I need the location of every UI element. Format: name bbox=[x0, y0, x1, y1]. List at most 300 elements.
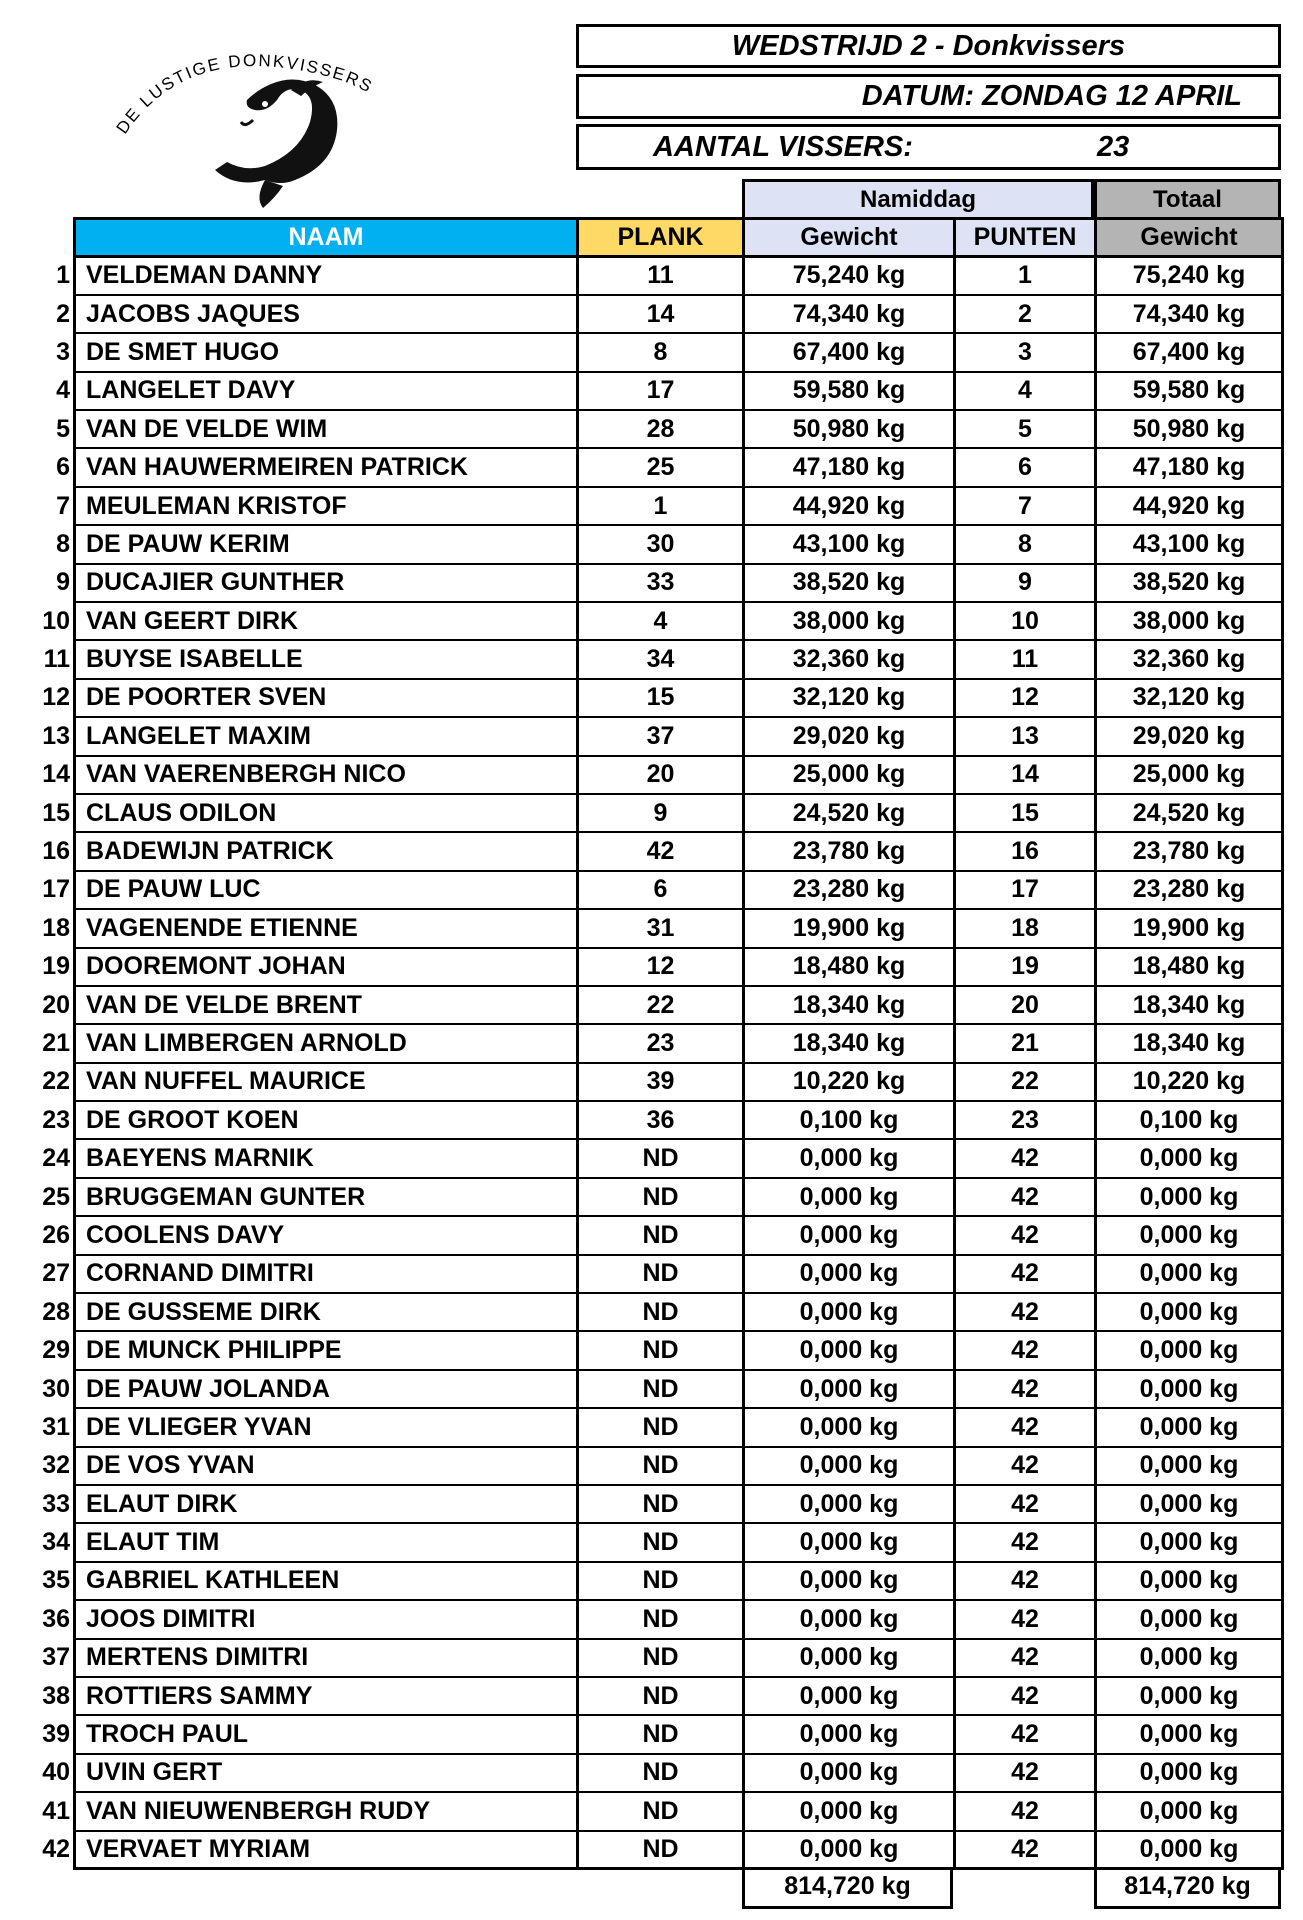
cell-plank: 25 bbox=[578, 448, 744, 486]
cell-position: 24 bbox=[42, 1144, 70, 1173]
cell-position: 19 bbox=[42, 952, 70, 981]
cell-punten: 42 bbox=[955, 1831, 1096, 1869]
column-header-naam: NAAM bbox=[75, 219, 578, 257]
table-row bbox=[75, 257, 1283, 295]
cell-position: 39 bbox=[42, 1720, 70, 1749]
cell-naam-text: JACOBS JAQUES bbox=[86, 299, 300, 328]
cell-position: 38 bbox=[42, 1681, 70, 1710]
cell-position: 3 bbox=[56, 337, 70, 366]
cell-totaal-gewicht: 0,000 kg bbox=[1096, 1523, 1283, 1561]
cell-gewicht: 59,580 kg bbox=[744, 372, 955, 410]
cell-gewicht: 18,340 kg bbox=[744, 986, 955, 1024]
cell-plank: ND bbox=[578, 1562, 744, 1600]
cell-gewicht: 44,920 kg bbox=[744, 487, 955, 525]
cell-naam-text: UVIN GERT bbox=[86, 1758, 223, 1787]
cell-punten: 42 bbox=[955, 1293, 1096, 1331]
cell-punten: 13 bbox=[955, 717, 1096, 755]
cell-naam bbox=[42, 1792, 578, 1830]
cell-position: 37 bbox=[42, 1643, 70, 1672]
cell-plank: 34 bbox=[578, 640, 744, 678]
table-row bbox=[75, 948, 1283, 986]
cell-naam bbox=[42, 948, 578, 986]
cell-punten: 23 bbox=[955, 1101, 1096, 1139]
cell-naam-text: VAN DE VELDE BRENT bbox=[86, 990, 362, 1019]
cell-naam-text: DE PAUW KERIM bbox=[86, 529, 290, 558]
cell-naam bbox=[42, 602, 578, 640]
cell-gewicht: 0,000 kg bbox=[744, 1562, 955, 1600]
cell-punten: 5 bbox=[955, 410, 1096, 448]
cell-position: 40 bbox=[42, 1758, 70, 1787]
table-row bbox=[75, 909, 1283, 947]
cell-naam-text: VELDEMAN DANNY bbox=[86, 261, 323, 290]
cell-totaal-gewicht: 18,480 kg bbox=[1096, 948, 1283, 986]
table-header-row bbox=[75, 219, 1283, 257]
table-row bbox=[75, 1024, 1283, 1062]
cell-naam bbox=[42, 717, 578, 755]
cell-punten: 42 bbox=[955, 1370, 1096, 1408]
cell-plank: 6 bbox=[578, 871, 744, 909]
cell-gewicht: 19,900 kg bbox=[744, 909, 955, 947]
cell-naam bbox=[42, 1101, 578, 1139]
table-row bbox=[75, 1101, 1283, 1139]
cell-gewicht: 0,000 kg bbox=[744, 1754, 955, 1792]
cell-position: 9 bbox=[56, 568, 70, 597]
cell-naam-text: BAEYENS MARNIK bbox=[86, 1144, 314, 1173]
cell-gewicht: 74,340 kg bbox=[744, 295, 955, 333]
cell-naam bbox=[42, 1677, 578, 1715]
cell-totaal-gewicht: 32,360 kg bbox=[1096, 640, 1283, 678]
cell-position: 15 bbox=[42, 798, 70, 827]
cell-gewicht: 75,240 kg bbox=[744, 257, 955, 295]
cell-naam bbox=[42, 1255, 578, 1293]
cell-gewicht: 0,000 kg bbox=[744, 1715, 955, 1753]
cell-naam bbox=[56, 257, 578, 295]
cell-punten: 18 bbox=[955, 909, 1096, 947]
table-row bbox=[75, 1831, 1283, 1869]
cell-totaal-gewicht: 0,100 kg bbox=[1096, 1101, 1283, 1139]
cell-position: 12 bbox=[42, 683, 70, 712]
cell-plank: 14 bbox=[578, 295, 744, 333]
cell-totaal-gewicht: 10,220 kg bbox=[1096, 1063, 1283, 1101]
logo-text: DE LUSTIGE DONKVISSERS bbox=[112, 50, 377, 138]
table-row bbox=[75, 487, 1283, 525]
table-row bbox=[75, 333, 1283, 371]
cell-position: 16 bbox=[42, 837, 70, 866]
cell-totaal-gewicht: 18,340 kg bbox=[1096, 986, 1283, 1024]
table-row bbox=[75, 410, 1283, 448]
cell-totaal-gewicht: 0,000 kg bbox=[1096, 1715, 1283, 1753]
cell-naam-text: DE SMET HUGO bbox=[86, 337, 280, 366]
cell-totaal-gewicht: 0,000 kg bbox=[1096, 1447, 1283, 1485]
cell-punten: 4 bbox=[955, 372, 1096, 410]
cell-totaal-gewicht: 43,100 kg bbox=[1096, 525, 1283, 563]
cell-gewicht: 25,000 kg bbox=[744, 756, 955, 794]
cell-position: 17 bbox=[42, 875, 70, 904]
cell-gewicht: 0,000 kg bbox=[744, 1447, 955, 1485]
cell-position: 8 bbox=[56, 529, 70, 558]
cell-position: 23 bbox=[42, 1105, 70, 1134]
cell-naam bbox=[42, 1831, 578, 1869]
anglers-box bbox=[576, 124, 1281, 170]
cell-position: 35 bbox=[42, 1566, 70, 1595]
cell-position: 6 bbox=[56, 453, 70, 482]
cell-naam-text: CLAUS ODILON bbox=[86, 798, 277, 827]
cell-position: 32 bbox=[42, 1451, 70, 1480]
table-row bbox=[75, 1293, 1283, 1331]
table-row bbox=[75, 1485, 1283, 1523]
cell-gewicht: 23,280 kg bbox=[744, 871, 955, 909]
cell-punten: 22 bbox=[955, 1063, 1096, 1101]
cell-plank: ND bbox=[578, 1216, 744, 1254]
cell-position: 18 bbox=[42, 913, 70, 942]
cell-totaal-gewicht: 74,340 kg bbox=[1096, 295, 1283, 333]
cell-naam bbox=[42, 1754, 578, 1792]
cell-naam bbox=[56, 525, 578, 563]
cell-gewicht: 10,220 kg bbox=[744, 1063, 955, 1101]
cell-plank: 4 bbox=[578, 602, 744, 640]
cell-naam bbox=[42, 871, 578, 909]
cell-position: 21 bbox=[42, 1029, 70, 1057]
cell-naam bbox=[42, 1715, 578, 1753]
cell-position: 7 bbox=[56, 491, 70, 520]
competition-title: WEDSTRIJD 2 - Donkvissers bbox=[576, 24, 1281, 68]
cell-totaal-gewicht: 32,120 kg bbox=[1096, 679, 1283, 717]
table-row bbox=[75, 1216, 1283, 1254]
cell-plank: ND bbox=[578, 1792, 744, 1830]
cell-punten: 42 bbox=[955, 1255, 1096, 1293]
cell-naam bbox=[42, 832, 578, 870]
cell-position: 31 bbox=[42, 1412, 70, 1441]
cell-naam-text: DE GUSSEME DIRK bbox=[86, 1297, 321, 1326]
cell-naam bbox=[42, 1408, 578, 1446]
cell-position: 25 bbox=[42, 1182, 70, 1211]
cell-naam-text: DE PAUW JOLANDA bbox=[86, 1374, 330, 1403]
cell-naam bbox=[42, 1485, 578, 1523]
table-row bbox=[75, 1331, 1283, 1369]
cell-position: 42 bbox=[42, 1834, 70, 1863]
table-row bbox=[75, 871, 1283, 909]
cell-plank: 42 bbox=[578, 832, 744, 870]
cell-naam bbox=[56, 295, 578, 333]
cell-plank: 9 bbox=[578, 794, 744, 832]
cell-position: 2 bbox=[56, 299, 70, 328]
cell-naam-text: VAN HAUWERMEIREN PATRICK bbox=[86, 453, 468, 482]
cell-gewicht: 38,000 kg bbox=[744, 602, 955, 640]
cell-gewicht: 0,000 kg bbox=[744, 1139, 955, 1177]
cell-plank: ND bbox=[578, 1715, 744, 1753]
table-row bbox=[75, 525, 1283, 563]
cell-naam-text: JOOS DIMITRI bbox=[86, 1604, 256, 1633]
cell-plank: 30 bbox=[578, 525, 744, 563]
cell-naam bbox=[56, 410, 578, 448]
cell-totaal-gewicht: 0,000 kg bbox=[1096, 1600, 1283, 1638]
cell-naam bbox=[56, 372, 578, 410]
cell-plank: 33 bbox=[578, 564, 744, 602]
cell-totaal-gewicht: 0,000 kg bbox=[1096, 1677, 1283, 1715]
cell-naam bbox=[42, 794, 578, 832]
table-row bbox=[75, 679, 1283, 717]
cell-position: 28 bbox=[42, 1297, 70, 1326]
cell-gewicht: 0,000 kg bbox=[744, 1485, 955, 1523]
cell-punten: 12 bbox=[955, 679, 1096, 717]
cell-naam bbox=[42, 1216, 578, 1254]
cell-gewicht: 0,000 kg bbox=[744, 1216, 955, 1254]
cell-gewicht: 47,180 kg bbox=[744, 448, 955, 486]
cell-plank: ND bbox=[578, 1677, 744, 1715]
cell-plank: ND bbox=[578, 1600, 744, 1638]
cell-totaal-gewicht: 0,000 kg bbox=[1096, 1485, 1283, 1523]
cell-naam-text: LANGELET DAVY bbox=[86, 376, 296, 405]
total-gewicht: 814,720 kg bbox=[742, 1867, 953, 1909]
cell-naam bbox=[56, 333, 578, 371]
cell-naam-text: DE POORTER SVEN bbox=[86, 683, 327, 712]
column-header-plank: PLANK bbox=[578, 219, 744, 257]
cell-punten: 17 bbox=[955, 871, 1096, 909]
cell-plank: ND bbox=[578, 1178, 744, 1216]
cell-position: 34 bbox=[42, 1528, 70, 1557]
cell-punten: 42 bbox=[955, 1523, 1096, 1561]
cell-position: 22 bbox=[42, 1067, 70, 1096]
group-header-namiddag: Namiddag bbox=[742, 179, 1094, 217]
cell-punten: 21 bbox=[955, 1024, 1096, 1062]
cell-plank: 11 bbox=[578, 257, 744, 295]
cell-position: 10 bbox=[42, 606, 70, 635]
cell-position: 11 bbox=[43, 645, 70, 674]
competition-date: DATUM: ZONDAG 12 APRIL bbox=[576, 74, 1281, 119]
cell-punten: 7 bbox=[955, 487, 1096, 525]
cell-totaal-gewicht: 0,000 kg bbox=[1096, 1178, 1283, 1216]
total-totaal-gewicht: 814,720 kg bbox=[1094, 1867, 1281, 1909]
cell-position: 5 bbox=[56, 414, 70, 443]
cell-naam bbox=[56, 487, 578, 525]
cell-totaal-gewicht: 0,000 kg bbox=[1096, 1754, 1283, 1792]
cell-position: 41 bbox=[42, 1796, 70, 1825]
cell-naam bbox=[43, 640, 578, 678]
cell-position: 29 bbox=[42, 1336, 70, 1365]
cell-plank: ND bbox=[578, 1408, 744, 1446]
cell-gewicht: 0,000 kg bbox=[744, 1523, 955, 1561]
table-row bbox=[75, 1523, 1283, 1561]
cell-totaal-gewicht: 0,000 kg bbox=[1096, 1331, 1283, 1369]
cell-gewicht: 23,780 kg bbox=[744, 832, 955, 870]
cell-naam bbox=[42, 1600, 578, 1638]
cell-naam-text: LANGELET MAXIM bbox=[86, 721, 311, 750]
table-row bbox=[75, 1639, 1283, 1677]
cell-plank: 1 bbox=[578, 487, 744, 525]
cell-plank: ND bbox=[578, 1370, 744, 1408]
table-row bbox=[75, 1754, 1283, 1792]
table-row bbox=[75, 295, 1283, 333]
cell-punten: 42 bbox=[955, 1792, 1096, 1830]
cell-naam bbox=[42, 1063, 578, 1101]
table-row bbox=[75, 832, 1283, 870]
cell-plank: ND bbox=[578, 1639, 744, 1677]
cell-totaal-gewicht: 50,980 kg bbox=[1096, 410, 1283, 448]
cell-punten: 10 bbox=[955, 602, 1096, 640]
cell-totaal-gewicht: 0,000 kg bbox=[1096, 1408, 1283, 1446]
cell-punten: 42 bbox=[955, 1562, 1096, 1600]
cell-punten: 42 bbox=[955, 1139, 1096, 1177]
column-header-punten: PUNTEN bbox=[955, 219, 1096, 257]
cell-punten: 8 bbox=[955, 525, 1096, 563]
cell-naam bbox=[42, 1178, 578, 1216]
cell-naam-text: MERTENS DIMITRI bbox=[86, 1643, 309, 1672]
table-row bbox=[75, 1447, 1283, 1485]
cell-gewicht: 0,000 kg bbox=[744, 1639, 955, 1677]
cell-totaal-gewicht: 44,920 kg bbox=[1096, 487, 1283, 525]
cell-naam-text: VAN GEERT DIRK bbox=[86, 606, 299, 635]
cell-position: 27 bbox=[42, 1259, 70, 1288]
cell-naam bbox=[42, 1370, 578, 1408]
cell-plank: 36 bbox=[578, 1101, 744, 1139]
cell-gewicht: 0,000 kg bbox=[744, 1255, 955, 1293]
cell-naam bbox=[42, 1523, 578, 1561]
cell-plank: 17 bbox=[578, 372, 744, 410]
cell-punten: 42 bbox=[955, 1677, 1096, 1715]
cell-gewicht: 0,000 kg bbox=[744, 1831, 955, 1869]
cell-totaal-gewicht: 25,000 kg bbox=[1096, 756, 1283, 794]
table-row bbox=[75, 1600, 1283, 1638]
cell-totaal-gewicht: 0,000 kg bbox=[1096, 1293, 1283, 1331]
cell-position: 30 bbox=[42, 1374, 70, 1403]
cell-naam bbox=[42, 1139, 578, 1177]
cell-totaal-gewicht: 0,000 kg bbox=[1096, 1562, 1283, 1600]
cell-position: 26 bbox=[42, 1220, 70, 1249]
cell-naam-text: COOLENS DAVY bbox=[86, 1220, 285, 1249]
table-row bbox=[75, 564, 1283, 602]
cell-totaal-gewicht: 0,000 kg bbox=[1096, 1792, 1283, 1830]
cell-punten: 42 bbox=[955, 1447, 1096, 1485]
cell-naam bbox=[42, 1562, 578, 1600]
cell-gewicht: 0,000 kg bbox=[744, 1600, 955, 1638]
cell-punten: 42 bbox=[955, 1639, 1096, 1677]
fish-icon bbox=[95, 30, 435, 210]
cell-gewicht: 0,000 kg bbox=[744, 1792, 955, 1830]
cell-totaal-gewicht: 0,000 kg bbox=[1096, 1255, 1283, 1293]
cell-gewicht: 0,000 kg bbox=[744, 1677, 955, 1715]
cell-gewicht: 18,340 kg bbox=[744, 1024, 955, 1062]
cell-naam bbox=[56, 448, 578, 486]
cell-naam bbox=[42, 756, 578, 794]
cell-punten: 42 bbox=[955, 1715, 1096, 1753]
cell-punten: 42 bbox=[955, 1331, 1096, 1369]
cell-plank: ND bbox=[578, 1754, 744, 1792]
table-row bbox=[75, 1562, 1283, 1600]
cell-plank: 39 bbox=[578, 1063, 744, 1101]
cell-position: 14 bbox=[42, 760, 70, 789]
club-logo bbox=[95, 30, 435, 210]
cell-gewicht: 0,000 kg bbox=[744, 1331, 955, 1369]
results-table bbox=[42, 217, 1284, 1870]
cell-position: 1 bbox=[56, 261, 70, 290]
cell-plank: 15 bbox=[578, 679, 744, 717]
cell-punten: 16 bbox=[955, 832, 1096, 870]
cell-naam-text: DE VOS YVAN bbox=[86, 1451, 255, 1480]
cell-naam-text: DE PAUW LUC bbox=[86, 875, 261, 904]
cell-position: 13 bbox=[42, 721, 70, 750]
cell-naam-text: ELAUT DIRK bbox=[86, 1489, 238, 1518]
cell-gewicht: 50,980 kg bbox=[744, 410, 955, 448]
cell-totaal-gewicht: 0,000 kg bbox=[1096, 1831, 1283, 1869]
cell-gewicht: 32,360 kg bbox=[744, 640, 955, 678]
cell-naam bbox=[42, 986, 578, 1024]
cell-punten: 42 bbox=[955, 1178, 1096, 1216]
anglers-count: 23 bbox=[1097, 130, 1130, 163]
cell-plank: 8 bbox=[578, 333, 744, 371]
cell-naam bbox=[42, 679, 578, 717]
cell-totaal-gewicht: 75,240 kg bbox=[1096, 257, 1283, 295]
cell-gewicht: 29,020 kg bbox=[744, 717, 955, 755]
cell-plank: 31 bbox=[578, 909, 744, 947]
cell-totaal-gewicht: 23,280 kg bbox=[1096, 871, 1283, 909]
column-header-totaal-gewicht: Gewicht bbox=[1096, 219, 1283, 257]
cell-totaal-gewicht: 0,000 kg bbox=[1096, 1139, 1283, 1177]
table-row bbox=[75, 640, 1283, 678]
cell-gewicht: 67,400 kg bbox=[744, 333, 955, 371]
table-row bbox=[75, 1139, 1283, 1177]
cell-gewicht: 38,520 kg bbox=[744, 564, 955, 602]
cell-punten: 2 bbox=[955, 295, 1096, 333]
cell-punten: 20 bbox=[955, 986, 1096, 1024]
cell-totaal-gewicht: 47,180 kg bbox=[1096, 448, 1283, 486]
cell-naam-text: GABRIEL KATHLEEN bbox=[86, 1566, 340, 1595]
cell-naam-text: BUYSE ISABELLE bbox=[86, 645, 303, 674]
cell-plank: 12 bbox=[578, 948, 744, 986]
cell-plank: ND bbox=[578, 1485, 744, 1523]
table-row bbox=[75, 756, 1283, 794]
cell-naam-text: VERVAET MYRIAM bbox=[86, 1834, 311, 1863]
cell-plank: ND bbox=[578, 1523, 744, 1561]
cell-position: 33 bbox=[42, 1489, 70, 1518]
cell-gewicht: 0,000 kg bbox=[744, 1178, 955, 1216]
cell-naam-text: DE MUNCK PHILIPPE bbox=[86, 1336, 342, 1365]
cell-naam-text: VAN NIEUWENBERGH RUDY bbox=[86, 1796, 430, 1825]
cell-totaal-gewicht: 0,000 kg bbox=[1096, 1216, 1283, 1254]
table-row bbox=[75, 1408, 1283, 1446]
cell-naam-text: DE VLIEGER YVAN bbox=[86, 1412, 312, 1441]
cell-punten: 6 bbox=[955, 448, 1096, 486]
cell-punten: 42 bbox=[955, 1600, 1096, 1638]
cell-punten: 15 bbox=[955, 794, 1096, 832]
cell-naam-text: CORNAND DIMITRI bbox=[86, 1259, 314, 1288]
cell-naam-text: VAN DE VELDE WIM bbox=[86, 414, 328, 443]
cell-punten: 11 bbox=[955, 640, 1096, 678]
cell-punten: 14 bbox=[955, 756, 1096, 794]
cell-gewicht: 43,100 kg bbox=[744, 525, 955, 563]
cell-totaal-gewicht: 19,900 kg bbox=[1096, 909, 1283, 947]
cell-naam-text: BRUGGEMAN GUNTER bbox=[86, 1182, 366, 1211]
cell-totaal-gewicht: 67,400 kg bbox=[1096, 333, 1283, 371]
cell-punten: 3 bbox=[955, 333, 1096, 371]
cell-naam-text: VAN LIMBERGEN ARNOLD bbox=[86, 1029, 407, 1057]
cell-totaal-gewicht: 59,580 kg bbox=[1096, 372, 1283, 410]
cell-naam bbox=[42, 909, 578, 947]
cell-punten: 9 bbox=[955, 564, 1096, 602]
table-row bbox=[75, 372, 1283, 410]
cell-naam bbox=[42, 1639, 578, 1677]
cell-gewicht: 0,000 kg bbox=[744, 1293, 955, 1331]
cell-plank: 37 bbox=[578, 717, 744, 755]
cell-punten: 42 bbox=[955, 1485, 1096, 1523]
cell-naam-text: DE GROOT KOEN bbox=[86, 1105, 299, 1134]
cell-plank: ND bbox=[578, 1447, 744, 1485]
cell-plank: ND bbox=[578, 1139, 744, 1177]
table-row bbox=[75, 986, 1283, 1024]
cell-gewicht: 0,000 kg bbox=[744, 1370, 955, 1408]
column-header-gewicht: Gewicht bbox=[744, 219, 955, 257]
cell-plank: 20 bbox=[578, 756, 744, 794]
cell-naam-text: VAGENENDE ETIENNE bbox=[86, 913, 358, 942]
